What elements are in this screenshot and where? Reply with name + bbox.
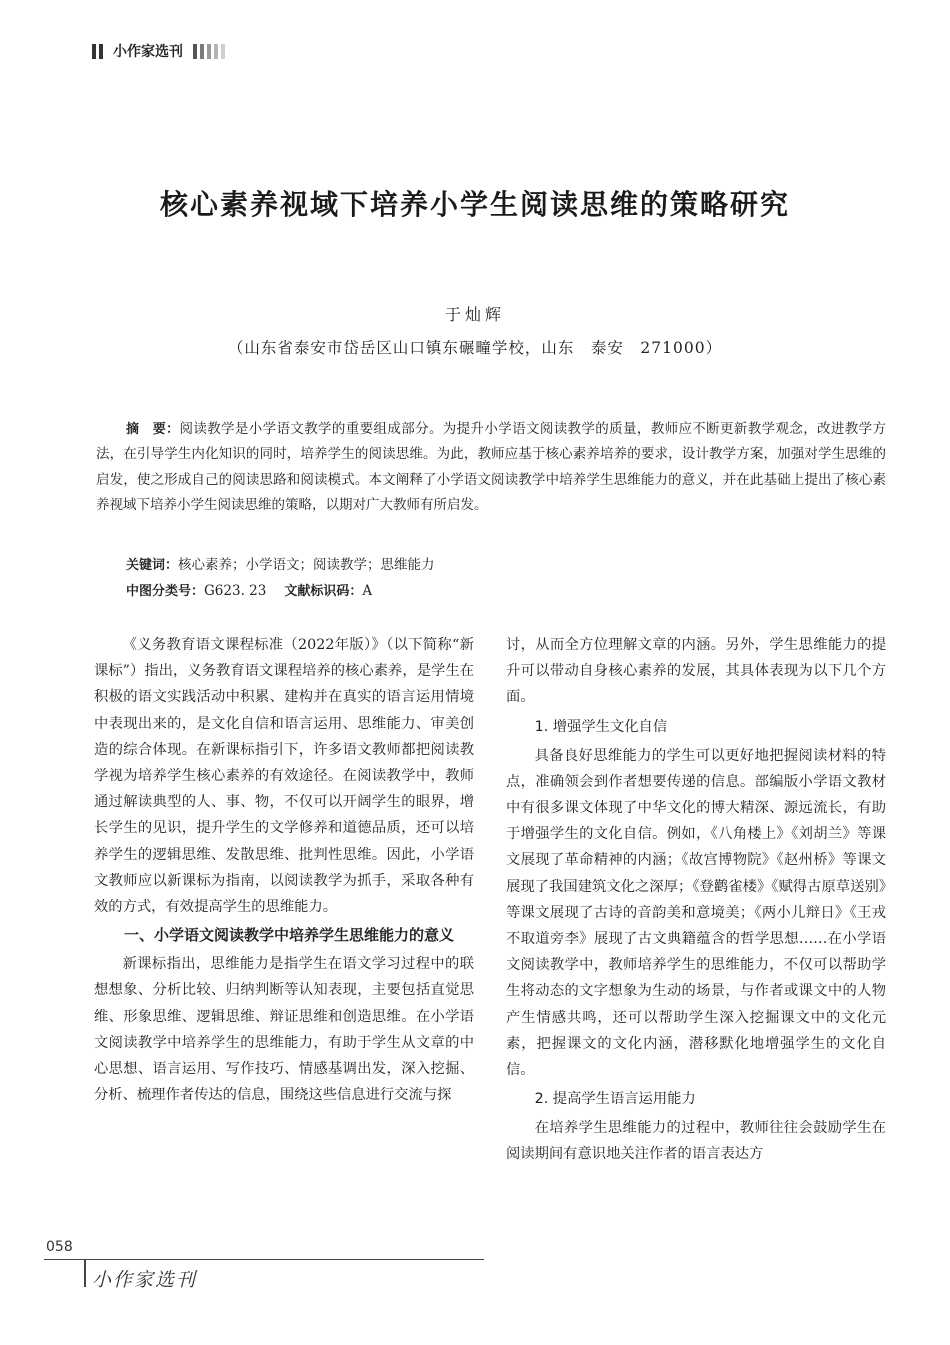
article-title: 核心素养视域下培养小学生阅读思维的策略研究 <box>159 188 790 221</box>
page-number: 058 <box>46 1239 73 1255</box>
author-affiliation: （山东省泰安市岱岳区山口镇东碾疃学校，山东 泰安 271000） <box>227 339 723 357</box>
page-footer <box>0 1225 950 1315</box>
body-column-left <box>94 632 474 1108</box>
keywords <box>126 553 435 573</box>
abstract <box>96 417 886 518</box>
author-name: 于灿辉 <box>444 305 505 324</box>
header-bars-right <box>193 44 225 59</box>
subsection-heading-2: 2. 提高学生语言运用能力 <box>534 1091 696 1108</box>
running-header <box>92 40 225 62</box>
clc-label: 中图分类号： <box>126 584 205 599</box>
doc-code-label: 文献标识码： <box>284 584 363 599</box>
footer-mark <box>84 1259 86 1287</box>
subsection-heading-1: 1. 增强学生文化自信 <box>534 718 668 735</box>
body-paragraph: 新课标指出，思维能力是指学生在语文学习过程中的联想想象、分析比较、归纳判断等认知表现，主要包括直觉思维、形象思维、逻辑思维、辩证思维和创造思维。在小学语文阅读教学中培养学生的思维能力，有助于学生从文章的中心思想、语言运用、写作技巧、情感基调出发，深入挖掘、分析、梳理作者传达的信息，围绕这些信息进行交流与探 <box>94 956 474 1104</box>
body-paragraph: 具备良好思维能力的学生可以更好地把握阅读材料的特点，准确领会到作者想要传递的信息。部编版小学语文教材中有很多课文体现了中华文化的博大精深、源远流长，有助于增强学生的文化自信。例如，《八角楼上》《刘胡兰》等课文展现了革命精神的内涵；《故宫博物院》《赵州桥》等课文展现了我国建筑文化之深厚；《登鹳雀楼》《赋得古原草送别》等课文展现了古诗的音韵美和意境美；《两小儿辩日》《王戎不取道旁李》展现了古文典籍蕴含的哲学思想……在小学语文阅读教学中，教师培养学生的思维能力，不仅可以帮助学生将动态的文字想象为生动的场景，与作者或课文中的人物产生情感共鸣，还可以帮助学生深入挖掘课文中的文化元素，把握课文的文化内涵，潜移默化地增强学生的文化自信。 <box>506 747 886 1079</box>
classification <box>126 580 372 599</box>
section-heading-1: 一、小学语文阅读教学中培养学生思维能力的意义 <box>124 926 455 945</box>
doc-code-value: A <box>362 583 373 599</box>
footer-logo: 小作家选刊 <box>92 1269 198 1291</box>
header-bars-left <box>92 44 103 59</box>
abstract-text: 阅读教学是小学语文教学的重要组成部分。为提升小学语文阅读教学的质量，教师应不断更新教学观念，改进教学方法，在引导学生内化知识的同时，培养学生的阅读思维。为此，教师应基于核心素养培养的要求，设计教学方案，加强对学生思维的启发，使之形成自己的阅读思路和阅读模式。本文阐释了小学语文阅读教学中培养学生思维能力的意义，并在此基础上提出了核心素养视域下培养小学生阅读思维的策略，以期对广大教师有所启发。 <box>96 421 886 513</box>
footer-rule <box>44 1259 484 1260</box>
body-paragraph: 讨，从而全方位理解文章的内涵。另外，学生思维能力的提升可以带动自身核心素养的发展，其具体表现为以下几个方面。 <box>506 637 886 706</box>
keywords-text: 核心素养；小学语文；阅读教学；思维能力 <box>178 557 435 573</box>
body-paragraph: 《义务教育语文课程标准（2022年版）》（以下简称“新课标”）指出，义务教育语文课程培养的核心素养，是学生在积极的语文实践活动中积累、建构并在真实的语言运用情境中表现出来的，是文化自信和语言运用、思维能力、审美创造的综合体现。在新课标指引下，许多语文教师都把阅读教学视为培养学生核心素养的有效途径。在阅读教学中，教师通过解读典型的人、事、物，不仅可以开阔学生的眼界，增长学生的见识，提升学生的文学修养和道德品质，还可以培养学生的逻辑思维、发散思维、批判性思维。因此，小学语文教师应以新课标为指南，以阅读教学为抓手，采取各种有效的方式，有效提高学生的思维能力。 <box>94 637 474 916</box>
abstract-label: 摘 要： <box>126 422 180 437</box>
body-paragraph: 在培养学生思维能力的过程中，教师往往会鼓励学生在阅读期间有意识地关注作者的语言表达方 <box>506 1120 886 1163</box>
clc-value: G623. 23 <box>204 583 267 599</box>
body-column-right <box>506 632 886 1168</box>
keywords-label: 关键词： <box>126 558 179 573</box>
journal-name: 小作家选刊 <box>113 44 183 60</box>
